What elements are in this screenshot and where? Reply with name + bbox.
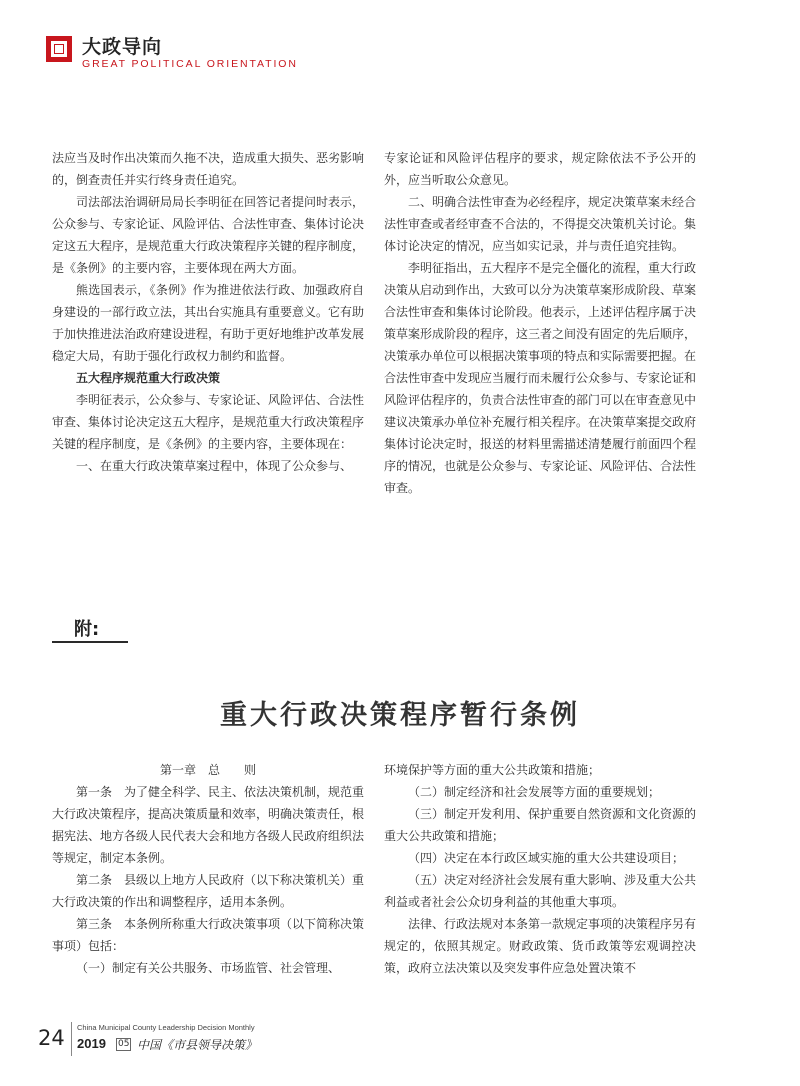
paragraph: 李明征表示，公众参与、专家论证、风险评估、合法性审查、集体讨论决定这五大程序，是规范重大行政决策程序关键的程序制度，是《条例》的主要内容，主要体现在： xyxy=(52,393,365,451)
column-logo xyxy=(46,36,72,62)
paragraph: 熊选国表示，《条例》作为推进依法行政、加强政府自身建设的一部行政立法，其出台实施具有重要意义。它有助于加快推进法治政府建设进程，有助于更好地维护改革发展稳定大局，有助于强化行政权力制约和监督。 xyxy=(52,283,365,363)
paragraph: 李明征指出，五大程序不是完全僵化的流程，重大行政决策从启动到作出，大致可以分为决策草案形成阶段、草案合法性审查和集体讨论阶段。他表示，上述评估程序属于决策草案形成阶段的程序，这三者之间没有固定的先后顺序，决策承办单位可以根据决策事项的特点和实际需要把握。在合法性审查中发现应当履行而未履行公众参与、专家论证和风险评估程序的，负责合法性审查的部门可以在审查意见中建议决策承办单位补充履行相关程序。在决策草案提交政府集体讨论决定时，报送的材料里需描述清楚履行前面四个程序的情况，也就是公众参与、专家论证、风险评估、合法性审查。 xyxy=(384,261,697,495)
paragraph: 二、明确合法性审查为必经程序，规定决策草案未经合法性审查或者经审查不合法的，不得提交决策机关讨论。集体讨论决定的情况，应当如实记录，并与责任追究挂钩。 xyxy=(384,195,697,253)
paragraph: 第二条 县级以上地方人民政府（以下称决策机关）重大行政决策的作出和调整程序，适用本条例。 xyxy=(52,873,365,909)
issue-number: 05 xyxy=(118,1039,130,1049)
magazine-name: 中国《市县领导决策》 xyxy=(137,1038,258,1052)
appendix-underline xyxy=(52,641,128,643)
paragraph: 环境保护等方面的重大公共政策和措施； xyxy=(384,763,601,777)
chapter-heading: 第一章 总 则 xyxy=(159,763,256,777)
column-subtitle: GREAT POLITICAL ORIENTATION xyxy=(82,58,298,70)
paragraph: （一）制定有关公共服务、市场监管、社会管理、 xyxy=(76,961,341,975)
footer-divider xyxy=(71,1022,72,1056)
paragraph: 法应当及时作出决策而久拖不决，造成重大损失、恶劣影响的，倒查责任并实行终身责任追究。 xyxy=(52,151,365,187)
regulation-left-column xyxy=(52,759,364,979)
paragraph: 司法部法治调研局局长李明征在回答记者提问时表示，公众参与、专家论证、风险评估、合法性审查、集体讨论决定这五大程序，是规范重大行政决策程序关键的程序制度，是《条例》的主要内容，主要体现在两大方面。 xyxy=(52,195,365,275)
publication-english-name: China Municipal County Leadership Decision Monthly xyxy=(77,1023,255,1032)
page-number: 24 xyxy=(38,1026,65,1050)
paragraph: 第三条 本条例所称重大行政决策事项（以下简称决策事项）包括： xyxy=(52,917,365,953)
paragraph: 第一条 为了健全科学、民主、依法决策机制，规范重大行政决策程序，提高决策质量和效率，明确决策责任，根据宪法、地方各级人民代表大会和地方各级人民政府组织法等规定，制定本条例。 xyxy=(52,785,365,865)
section-heading: 五大程序规范重大行政决策 xyxy=(76,371,221,385)
issue-year: 2019 xyxy=(77,1036,106,1051)
paragraph: 一、在重大行政决策草案过程中，体现了公众参与、 xyxy=(76,459,353,473)
paragraph: （三）制定开发利用、保护重要自然资源和文化资源的重大公共政策和措施； xyxy=(384,807,697,843)
paragraph: （五）决定对经济社会发展有重大影响、涉及重大公共利益或者社会公众切身利益的其他重大事项。 xyxy=(384,873,697,909)
article-right-column xyxy=(384,147,696,499)
appendix-label: 附: xyxy=(74,619,100,640)
paragraph: （二）制定经济和社会发展等方面的重要规划； xyxy=(408,785,661,799)
regulation-right-column xyxy=(384,759,696,979)
paragraph: 法律、行政法规对本条第一款规定事项的决策程序另有规定的，依照其规定。财政政策、货币政策等宏观调控决策，政府立法决策以及突发事件应急处置决策不 xyxy=(384,917,697,975)
regulation-title: 重大行政决策程序暂行条例 xyxy=(220,700,580,731)
paragraph: 专家论证和风险评估程序的要求，规定除依法不予公开的外，应当听取公众意见。 xyxy=(384,151,696,187)
paragraph: （四）决定在本行政区域实施的重大公共建设项目； xyxy=(408,851,685,865)
column-title: 大政导向 xyxy=(82,36,163,58)
article-left-column xyxy=(52,147,364,477)
